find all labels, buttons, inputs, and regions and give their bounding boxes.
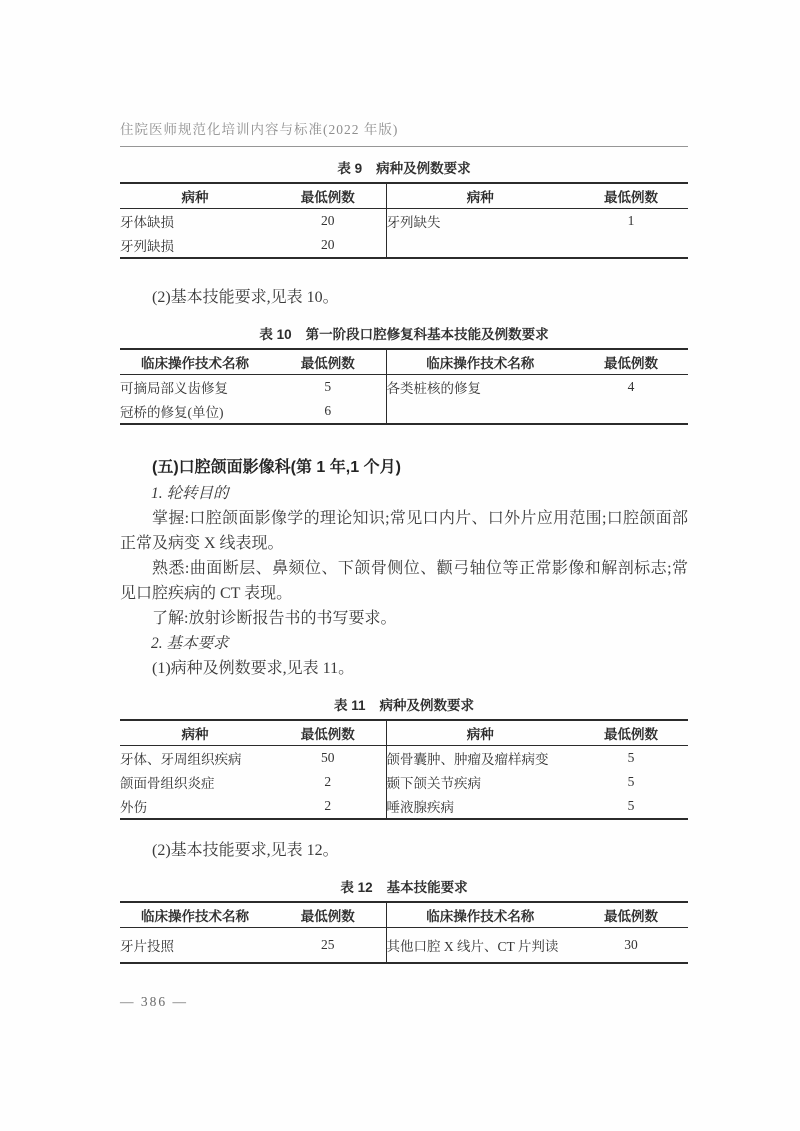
column-header-operation-right: 临床操作技术名称 xyxy=(386,349,574,375)
table10-prosthodontics-skill-requirements xyxy=(120,348,688,425)
table9-disease-case-requirements xyxy=(120,182,688,259)
table-cell xyxy=(386,233,574,258)
table-cell xyxy=(574,399,688,424)
table-cell: 牙片投照 xyxy=(120,939,174,954)
column-header-min-cases-left: 最低例数 xyxy=(270,183,386,209)
table-cell: 5 xyxy=(627,774,635,789)
column-header-min-cases-left: 最低例数 xyxy=(270,902,386,928)
table11-caption-label: 表 11 xyxy=(333,698,366,713)
column-header-min-cases-left: 最低例数 xyxy=(270,720,386,746)
table-cell: 颌面骨组织炎症 xyxy=(120,776,215,791)
table12-basic-skill-requirements xyxy=(120,901,688,964)
column-header-operation-left: 临床操作技术名称 xyxy=(120,349,270,375)
table-cell: 30 xyxy=(624,937,638,952)
paragraph-disease-see-table11: (1)病种及例数要求,见表 11。 xyxy=(152,660,355,677)
table-row xyxy=(120,399,688,424)
paragraph-understand: 了解:放射诊断报告书的书写要求。 xyxy=(152,610,397,627)
table-row xyxy=(120,928,688,964)
table-cell: 各类桩核的修复 xyxy=(386,375,574,400)
table-cell: 4 xyxy=(627,379,635,394)
table10-caption xyxy=(120,326,688,344)
table-row xyxy=(120,794,688,819)
table-cell: 可摘局部义齿修复 xyxy=(120,381,228,396)
table-row xyxy=(120,209,688,234)
table-cell: 其他口腔 X 线片、CT 片判读 xyxy=(386,928,574,964)
table-cell: 牙体、牙周组织疾病 xyxy=(120,752,242,767)
table10-caption-label: 表 10 xyxy=(259,327,292,342)
running-header xyxy=(120,118,688,147)
table-cell: 牙列缺失 xyxy=(386,209,574,234)
page-number: — 386 — xyxy=(120,994,188,1009)
table9-caption-title: 病种及例数要求 xyxy=(376,161,471,176)
column-header-min-cases-right: 最低例数 xyxy=(574,902,688,928)
table-cell: 1 xyxy=(627,213,635,228)
table-cell: 20 xyxy=(321,237,335,252)
column-header-operation-right: 临床操作技术名称 xyxy=(386,902,574,928)
table-cell: 50 xyxy=(321,750,335,765)
section-heading-oral-maxillofacial-radiology: (五)口腔颌面影像科(第 1 年,1 个月) xyxy=(152,459,401,476)
table-cell: 20 xyxy=(321,213,335,228)
table11-disease-case-requirements xyxy=(120,719,688,820)
table-row xyxy=(120,746,688,771)
table10-caption-title: 第一阶段口腔修复科基本技能及例数要求 xyxy=(305,327,549,342)
table-cell: 2 xyxy=(324,774,332,789)
table11-caption xyxy=(120,697,688,715)
column-header-operation-left: 临床操作技术名称 xyxy=(120,902,270,928)
column-header-min-cases-left: 最低例数 xyxy=(270,349,386,375)
paragraph-familiar: 熟悉:曲面断层、鼻颏位、下颌骨侧位、颧弓轴位等正常影像和解剖标志;常见口腔疾病的 CT 表现。 xyxy=(120,560,688,602)
table-cell: 冠桥的修复(单位) xyxy=(120,405,224,420)
column-header-min-cases-right: 最低例数 xyxy=(574,183,688,209)
table-cell: 牙体缺损 xyxy=(120,215,174,230)
table11-caption-title: 病种及例数要求 xyxy=(379,698,475,713)
table-cell: 颌骨囊肿、肿瘤及瘤样病变 xyxy=(386,746,574,771)
column-header-disease-right: 病种 xyxy=(386,720,574,746)
table-cell: 颞下颌关节疾病 xyxy=(386,770,574,794)
table-cell: 5 xyxy=(627,798,635,813)
table-row xyxy=(120,375,688,400)
table9-caption xyxy=(120,160,688,178)
column-header-min-cases-right: 最低例数 xyxy=(574,349,688,375)
item-basic-requirements: 2. 基本要求 xyxy=(151,635,229,652)
table-header-row xyxy=(120,349,688,375)
table-header-row xyxy=(120,720,688,746)
table-cell: 唾液腺疾病 xyxy=(386,794,574,819)
table-cell: 牙列缺损 xyxy=(120,239,174,254)
table12-caption xyxy=(120,879,688,897)
table-header-row xyxy=(120,183,688,209)
table-cell: 25 xyxy=(321,937,335,952)
paragraph-basic-skill-see-table10: (2)基本技能要求,见表 10。 xyxy=(152,289,339,306)
table-cell: 6 xyxy=(324,403,332,418)
running-header-text: 住院医师规范化培训内容与标准(2022 年版) xyxy=(120,122,399,137)
table-header-row xyxy=(120,902,688,928)
column-header-disease-left: 病种 xyxy=(120,720,270,746)
table-cell xyxy=(574,233,688,258)
table-cell: 5 xyxy=(627,750,635,765)
item-rotation-purpose: 1. 轮转目的 xyxy=(151,485,229,502)
table-cell: 5 xyxy=(324,379,332,394)
table-cell: 外伤 xyxy=(120,800,147,815)
paragraph-basic-skill-see-table12: (2)基本技能要求,见表 12。 xyxy=(152,842,339,859)
table9-caption-label: 表 9 xyxy=(337,161,363,176)
table-cell xyxy=(386,399,574,424)
table-cell: 2 xyxy=(324,798,332,813)
column-header-disease-right: 病种 xyxy=(386,183,574,209)
column-header-min-cases-right: 最低例数 xyxy=(574,720,688,746)
table-row xyxy=(120,770,688,794)
column-header-disease-left: 病种 xyxy=(120,183,270,209)
table12-caption-label: 表 12 xyxy=(340,880,373,895)
table-row xyxy=(120,233,688,258)
paragraph-master: 掌握:口腔颌面影像学的理论知识;常见口内片、口外片应用范围;口腔颌面部正常及病变 X 线表现。 xyxy=(120,510,688,552)
table12-caption-title: 基本技能要求 xyxy=(386,880,468,895)
